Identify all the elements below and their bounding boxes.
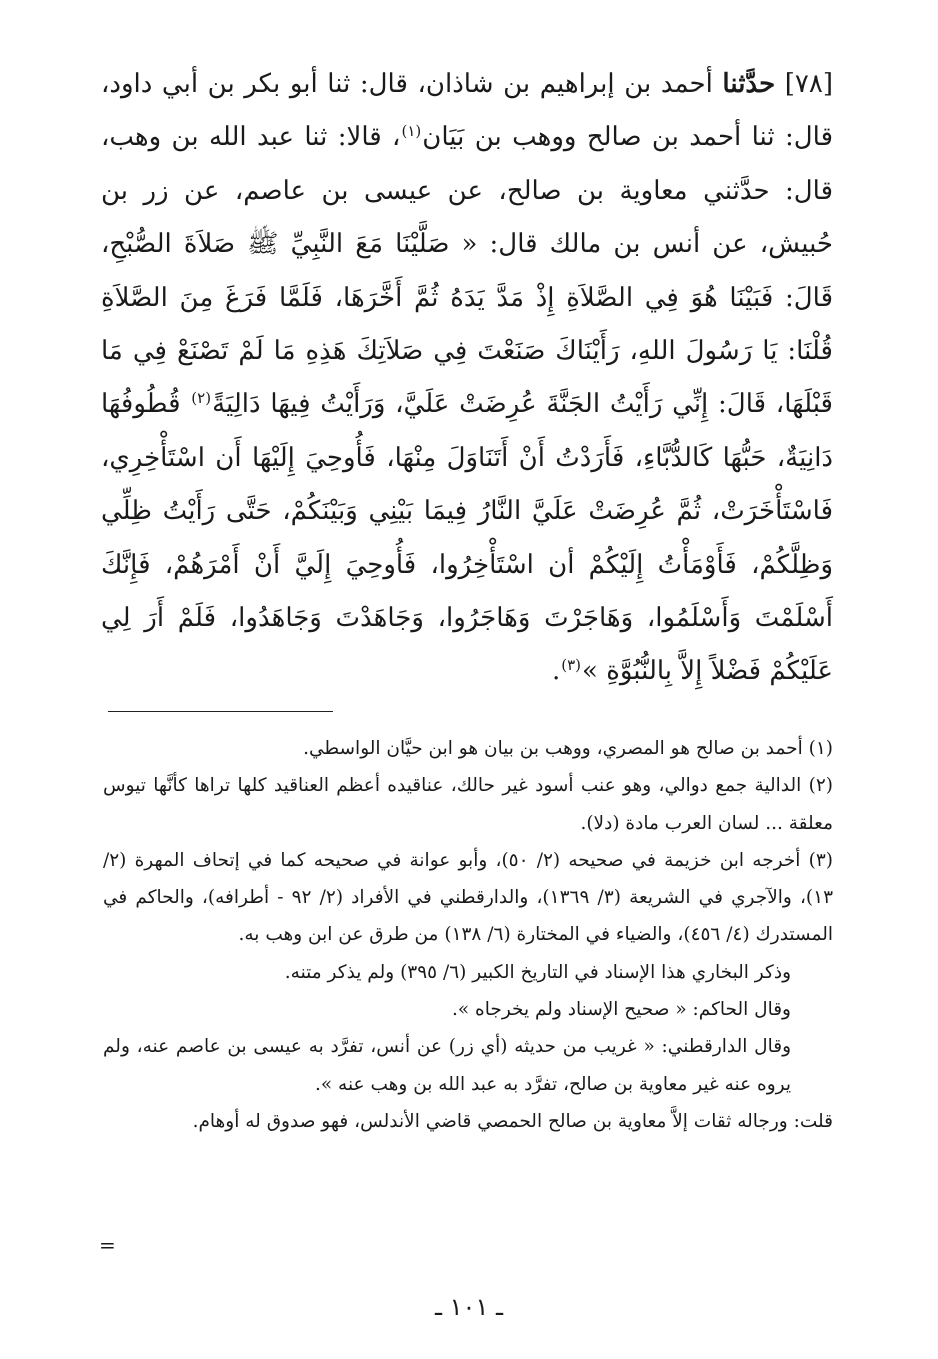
footnote-1: (١) أحمد بن صالح هو المصري، ووهب بن بيان هو ابن حيَّان الواسطي. [303, 738, 833, 759]
hadith-paragraph [101, 58, 833, 699]
hadith-number: [٧٨] [784, 69, 834, 99]
footnote-separator [108, 711, 333, 712]
hadith-text-part-1: أحمد بن إبراهيم بن شاذان، قال: ثنا أبو بكر بن أبي داود، قال: ثنا أحمد بن صالح ووهب بن بَيَان [101, 69, 833, 153]
page-number: ـ ١٠١ ـ [434, 1293, 503, 1321]
footnote-2: (٢) الدالية جمع دوالي، وهو عنب أسود غير حالك، عناقيده أعظم العناقيد كلها تراها كأنَّها تيوس معلقة ... لسان العرب مادة (دلا). [103, 775, 833, 834]
footnote-3: (٣) أخرجه ابن خزيمة في صحيحه (٢/ ٥٠)، وأبو عوانة في صحيحه كما في إتحاف المهرة (٢/ ١٣)، والآجري في الشريعة (٣/ ١٣٦٩)، والدارقطني في الأفراد (٢/ ٩٢ - أطرافه)، والحاكم في المستدرك (٤/ ٤٥٦)، والضياء في المختارة (٦/ ١٣٨) من طرق عن ابن وهب به. [103, 849, 834, 946]
hadith-text-part-3: قُطُوفُهَا دَانِيَةٌ، حَبُّهَا كَالدُّبَّاءِ، فَأَرَدْتُ أَنْ أَتَنَاوَلَ مِنْهَا، فَأُوحِيَ إِلَيْهَا أَن اسْتَأْخِرِي، فَاسْتَأْخَرَتْ، ثُمَّ عُرِضَتْ عَلَيَّ النَّارُ فِيمَا بَيْنِي وَبَيْنَكُمْ، حَتَّى رَأَيْتُ ظِلِّي وَظِلَّكُمْ، فَأَوْمَأْتُ إِلَيْكُمْ أن اسْتَأْخِرُوا، فَأُوحِيَ إِلَيَّ أَنْ أَمْرَهُمْ، فَإِنَّكَ أَسْلَمْتَ وَأَسْلَمُوا، وَهَاجَرْتَ وَهَاجَرُوا، وَجَاهَدْتَ وَجَاهَدُوا، فَلَمْ أَرَ لِي عَلَيْكُمْ فَضْلاً إِلاَّ بِالنُّبُوَّةِ » [101, 389, 833, 687]
footnote-ref-2[interactable]: (٢) [191, 388, 212, 407]
hadith-text-part-2: ، قالا: ثنا عبد الله بن وهب، قال: حدَّثني معاوية بن صالح، عن عيسى بن عاصم، عن زر بن حُبيش، عن أنس بن مالك قال: « صَلَّيْنَا مَعَ النَّبِيِّ ﷺ صَلاَةَ الصُّبْحِ، قَالَ: فَبَيْنَا هُوَ فِي الصَّلاَةِ إِذْ مَدَّ يَدَهُ ثُمَّ أَخَّرَهَا، فَلَمَّا فَرَغَ مِنَ الصَّلاَةِ قُلْنَا: يَا رَسُولَ اللهِ، رَأَيْنَاكَ صَنَعْتَ فِي صَلاَتِكَ هَذِهِ مَا لَمْ تَصْنَعْ فِي مَا قَبْلَهَا، قَالَ: إِنِّي رَأَيْتُ الجَنَّةَ عُرِضَتْ عَلَيَّ، وَرَأَيْتُ فِيهَا دَالِيَةً [101, 122, 834, 420]
hadith-end-mark: . [551, 656, 561, 687]
hadith-lead-word: حدَّثنا [722, 69, 776, 99]
main-text-block [101, 58, 833, 699]
footnote-3-hakim: وقال الحاكم: « صحيح الإسناد ولم يخرجاه ». [451, 999, 791, 1021]
footnote-ref-3[interactable]: (٣) [561, 655, 582, 674]
footnote-3-note: قلت: ورجاله ثقات إلاَّ معاوية بن صالح الحمصي قاضي الأندلس، فهو صدوق له أوهام. [192, 1110, 833, 1132]
footnotes-block [103, 730, 833, 1140]
footnote-3-daraqutni: وقال الدارقطني: « غريب من حديثه (أي زر) عن أنس، تفرَّد به عيسى بن عاصم عنه، ولم يروه عنه غير معاوية بن صالح، تفرَّد به عبد الله بن وهب عنه ». [103, 1036, 791, 1095]
footnote-ref-1[interactable]: (١) [401, 121, 422, 140]
footnote-3-bukhari: وذكر البخاري هذا الإسناد في التاريخ الكبير (٦/ ٣٩٥) ولم يذكر متنه. [284, 961, 791, 983]
continuation-mark: = [99, 1233, 116, 1257]
